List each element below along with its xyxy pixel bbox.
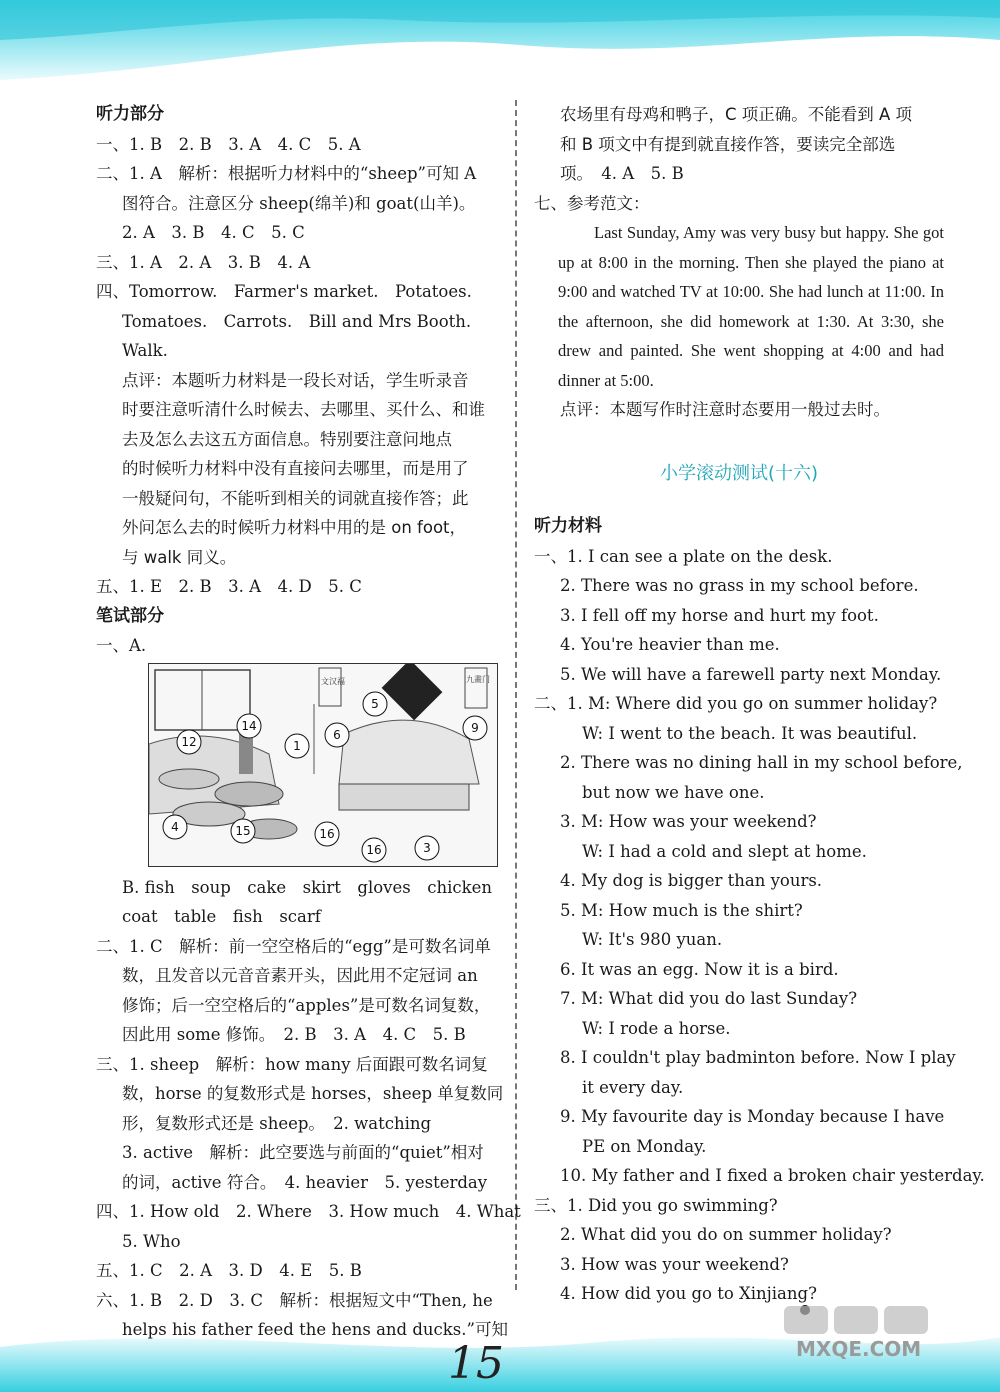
answer-line: 数，且发音以元音音素开头，因此用不定冠词 an	[122, 966, 478, 985]
left-column	[96, 100, 521, 1345]
comment-line: 外问怎么去的时候听力材料中用的是 on foot，	[122, 518, 467, 537]
answer-line: 一、A.	[96, 636, 147, 655]
page-number: 15	[448, 1338, 504, 1389]
script-line: 4. You're heavier than me.	[560, 635, 780, 654]
script-line: 4. My dog is bigger than yours.	[560, 871, 823, 890]
answer-line: 三、1. A 2. A 3. B 4. A	[96, 252, 311, 272]
label-4: 4	[171, 819, 179, 834]
answer-line: helps his father feed the hens and ducks.”可知	[122, 1320, 508, 1339]
label-16: 16	[366, 842, 382, 857]
script-line: 三、1. Did you go swimming?	[534, 1195, 778, 1215]
script-line: 2. There was no grass in my school before.	[560, 576, 919, 595]
answer-line: 的词，active 符合。 4. heavier 5. yesterday	[122, 1172, 488, 1192]
script-line: 7. M: What did you do last Sunday?	[560, 989, 858, 1008]
answer-line: 形，复数形式还是 sheep。 2. watching	[122, 1113, 432, 1133]
wall-scroll-text: 文汉福	[321, 676, 345, 686]
comment-line: 与 walk 同义。	[122, 547, 237, 567]
comment-line: 的时候听力材料中没有直接问去哪里，而是用了	[122, 459, 469, 478]
script-line: 4. How did you go to Xinjiang?	[560, 1284, 817, 1303]
answer-line: 二、1. C 解析：前一空空格后的“egg”是可数名词单	[96, 936, 491, 956]
label-14: 15	[235, 823, 251, 838]
script-line: PE on Monday.	[582, 1136, 707, 1156]
answer-line: Walk.	[122, 341, 168, 360]
script-line: 3. M: How was your weekend?	[560, 812, 817, 831]
answer-line: 六、1. B 2. D 3. C 解析：根据短文中“Then, he	[96, 1290, 493, 1310]
answer-line: 二、1. A 解析：根据听力材料中的“sheep”可知 A	[96, 164, 477, 183]
answer-line: 因此用 some 修饰。 2. B 3. A 4. C 5. B	[122, 1025, 466, 1044]
label-5: 5	[371, 696, 379, 711]
script-line: W: I rode a horse.	[582, 1018, 731, 1038]
answer-line: 一、1. B 2. B 3. A 4. C 5. A	[96, 134, 361, 154]
script-line: but now we have one.	[582, 782, 765, 802]
comment-line: 时要注意听清什么时候去、去哪里、买什么、和谁	[122, 400, 485, 419]
script-line: 6. It was an egg. Now it is a bird.	[560, 959, 839, 979]
illustration-drawing	[149, 664, 497, 866]
watermark-logo	[776, 1302, 986, 1362]
script-line: 2. What did you do on summer holiday?	[560, 1225, 892, 1244]
written-heading: 笔试部分	[96, 605, 164, 626]
answer-line: 五、1. C 2. A 3. D 4. E 5. B	[96, 1261, 362, 1280]
label-1: 1	[293, 738, 301, 753]
answer-line: 农场里有母鸡和鸭子，C 项正确。不能看到 A 项	[560, 105, 913, 124]
answer-line: coat table fish scarf	[122, 907, 321, 926]
script-line: 2. There was no dining hall in my school before,	[560, 753, 963, 772]
top-decorative-band	[0, 0, 1000, 95]
script-line: 5. We will have a farewell party next Monday.	[560, 664, 942, 684]
script-line: 9. My favourite day is Monday because I have	[560, 1107, 945, 1126]
label-10: 14	[241, 718, 257, 733]
script-line: 3. How was your weekend?	[560, 1254, 789, 1274]
test-title: 小学滚动测试(十六)	[659, 462, 819, 484]
script-line: it every day.	[582, 1077, 684, 1097]
script-line: 8. I couldn't play badminton before. Now I play	[560, 1048, 956, 1067]
answer-line: 5. Who	[122, 1231, 181, 1251]
answer-line: 图符合。注意区分 sheep(绵羊)和 goat(山羊)。	[122, 193, 476, 213]
answer-line: 四、1. How old 2. Where 3. How much 4. What	[96, 1202, 521, 1221]
comment-line: 去及怎么去这五方面信息。特别要注意问地点	[122, 429, 452, 449]
listening-heading: 听力部分	[96, 104, 164, 124]
comment-line: 一般疑问句，不能听到相关的词就直接作答；此	[122, 488, 469, 508]
script-line: W: I had a cold and slept at home.	[582, 841, 867, 861]
script-line: W: I went to the beach. It was beautiful.	[582, 723, 918, 743]
label-6: 6	[333, 727, 341, 742]
answer-line: 五、1. E 2. B 3. A 4. D 5. C	[96, 577, 362, 596]
script-line: 5. M: How much is the shirt?	[560, 900, 803, 920]
comment-line: 点评：本题写作时注意时态要用一般过去时。	[560, 400, 890, 419]
answer-line: 项。 4. A 5. B	[560, 164, 684, 183]
answer-line: B. fish soup cake skirt gloves chicken	[122, 877, 493, 897]
script-line: 一、1. I can see a plate on the desk.	[534, 546, 833, 566]
model-essay: Last Sunday, Amy was very busy but happy. She got up at 8:00 in the morning. Then she played the piano at 9:00 and watched TV at 10:00. She had lunch at 11:00. In the afternoon, she did homework at 1:30. At 3:30, she drew and painted. She went shopping at 4:00 and had dinner at 5:00.	[558, 223, 944, 390]
answer-line: 七、参考范文：	[534, 193, 650, 213]
answer-line: 和 B 项文中有提到就直接作答，要读完全部选	[560, 134, 896, 154]
watermark-text: MXQE.COM	[796, 1337, 922, 1361]
script-line: 3. I fell off my horse and hurt my foot.	[560, 605, 879, 625]
label-3: 3	[423, 840, 431, 855]
label-9: 9	[471, 720, 479, 735]
answer-line: 2. A 3. B 4. C 5. C	[122, 223, 305, 242]
answer-line: 修饰；后一空空格后的“apples”是可数名词复数，	[122, 995, 491, 1015]
material-heading: 听力材料	[534, 516, 602, 536]
answer-line: 数，horse 的复数形式是 horses，sheep 单复数同	[122, 1084, 504, 1103]
answer-line: 3. active 解析：此空要选与前面的“quiet”相对	[122, 1143, 484, 1162]
label-12: 12	[181, 734, 197, 749]
label-15: 16	[319, 826, 335, 841]
comment-line: 点评：本题听力材料是一段长对话，学生听录音	[122, 370, 469, 390]
right-column	[534, 100, 985, 1309]
answer-line: 三、1. sheep 解析：how many 后面跟可数名词复	[96, 1054, 488, 1074]
numbered-scene-illustration	[148, 663, 498, 867]
script-line: 二、1. M: Where did you go on summer holiday?	[534, 694, 938, 713]
answer-line: 四、Tomorrow. Farmer's market. Potatoes.	[96, 282, 472, 301]
script-line: 10. My father and I fixed a broken chair yesterday.	[560, 1166, 985, 1185]
wall-scroll-text-2: 九畫门	[466, 674, 490, 684]
script-line: W: It's 980 yuan.	[582, 930, 723, 949]
answer-line: Tomatoes. Carrots. Bill and Mrs Booth.	[122, 311, 472, 331]
